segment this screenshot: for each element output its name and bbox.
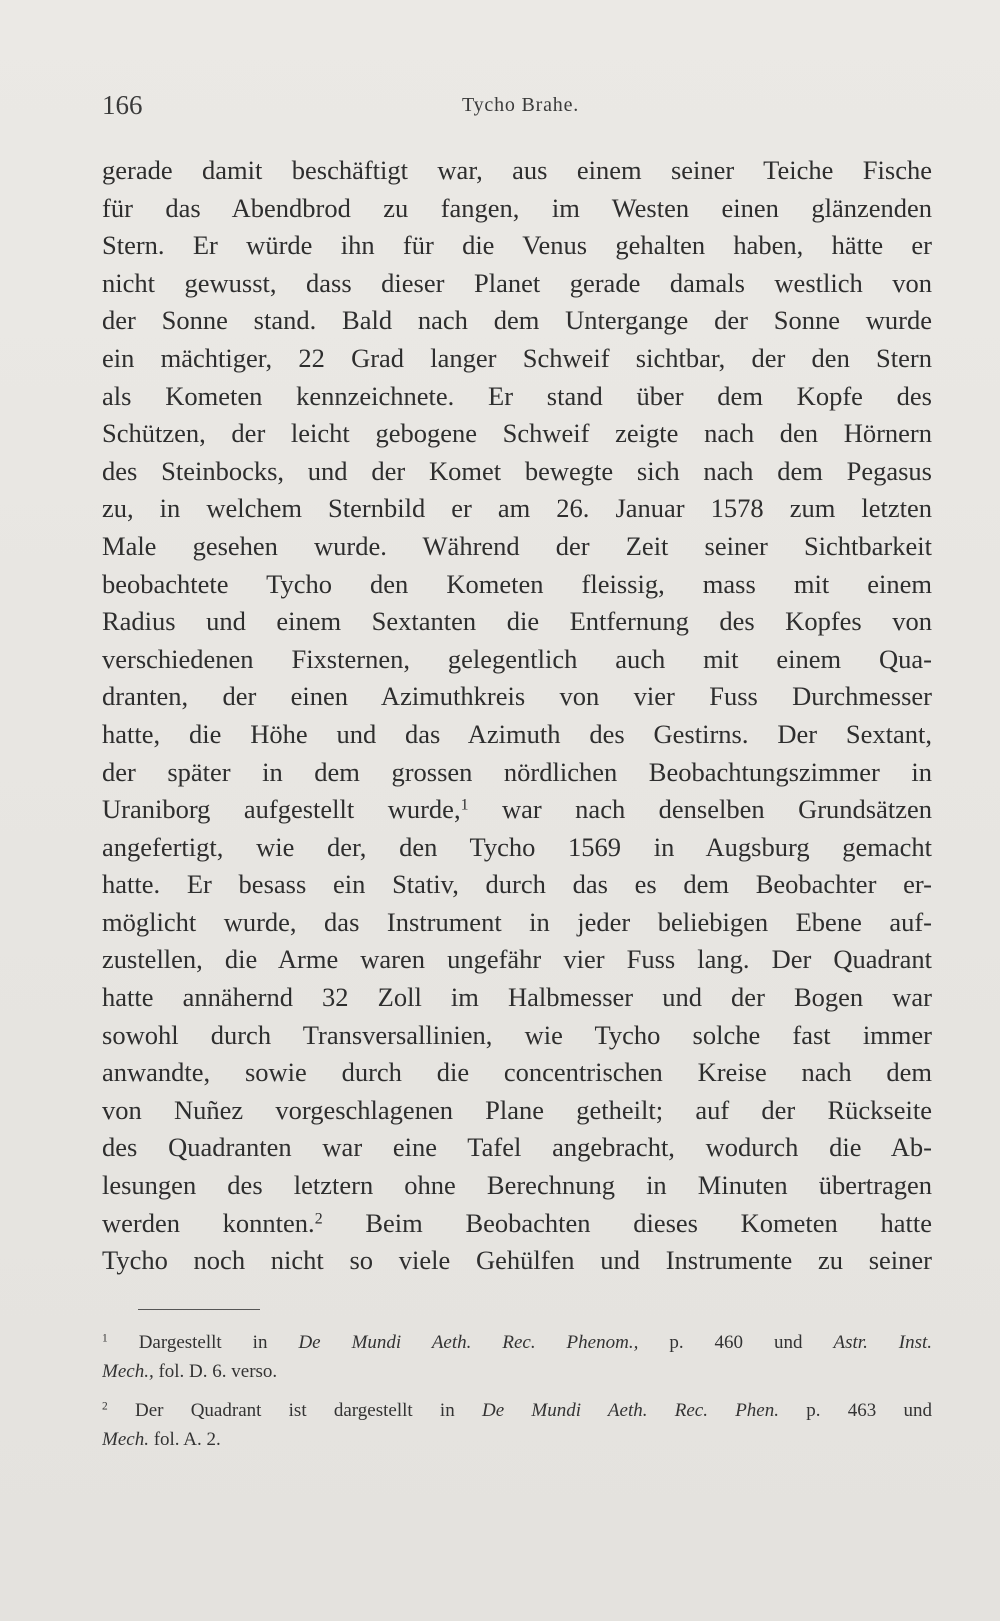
footnotes <box>102 1328 932 1454</box>
text-line: angefertigt, wie der, den Tycho 1569 in Augsburg gemacht <box>102 831 932 862</box>
text-line-with-footnote-ref <box>102 1205 932 1243</box>
text-line-with-footnote-ref <box>102 791 932 829</box>
text-line: als Kometen kennzeichnete. Er stand über dem Kopfe des <box>102 380 932 411</box>
footnote-marker: 1 <box>102 1332 108 1345</box>
text-line: von Nuñez vorgeschlagenen Plane getheilt; auf der Rückseite <box>102 1094 932 1125</box>
text-line: dranten, der einen Azimuthkreis von vier Fuss Durchmesser <box>102 681 932 712</box>
work-title: De Mundi Aeth. Rec. Phenom., <box>298 1332 639 1353</box>
footnote-2 <box>102 1396 932 1425</box>
text-line: anwandte, sowie durch die concentrischen Kreise nach dem <box>102 1057 932 1088</box>
text-segment: Uraniborg aufgestellt wurde, <box>102 794 461 825</box>
footnote-text: fol. A. 2. <box>153 1429 221 1450</box>
footnote-text: p. 460 und <box>669 1332 803 1353</box>
text-line: Schützen, der leicht gebogene Schweif zeigte nach den Hörnern <box>102 418 932 449</box>
text-line: für das Abendbrod zu fangen, im Westen einen glänzenden <box>102 192 932 223</box>
body-text <box>102 152 932 1280</box>
text-line: der später in dem grossen nördlichen Beobachtungszimmer in <box>102 756 932 787</box>
text-segment: war nach denselben Grundsätzen <box>502 794 932 825</box>
footnote-ref-1: 1 <box>460 796 469 814</box>
text-line: lesungen des letztern ohne Berechnung in Minuten übertragen <box>102 1170 932 1201</box>
text-line: hatte annähernd 32 Zoll im Halbmesser und der Bogen war <box>102 982 932 1013</box>
text-line: beobachtete Tycho den Kometen fleissig, mass mit einem <box>102 568 932 599</box>
footnote-text: fol. D. 6. verso. <box>158 1361 278 1382</box>
text-line: Male gesehen wurde. Während der Zeit seiner Sichtbarkeit <box>102 530 932 561</box>
text-line: der Sonne stand. Bald nach dem Untergange der Sonne wurde <box>102 305 932 336</box>
running-title: Tycho Brahe. <box>462 94 580 116</box>
text-line: Tycho noch nicht so viele Gehülfen und Instrumente zu seiner <box>102 1245 932 1276</box>
footnote-text: Dargestellt in <box>138 1332 268 1353</box>
footnote-text: p. 463 und <box>806 1400 932 1421</box>
footnote-gap <box>102 1386 932 1396</box>
text-line: des Quadranten war eine Tafel angebracht, wodurch die Ab- <box>102 1132 932 1163</box>
text-line: zu, in welchem Sternbild er am 26. Januar 1578 zum letzten <box>102 493 932 524</box>
text-line: verschiedenen Fixsternen, gelegentlich auch mit einem Qua- <box>102 643 932 674</box>
work-title: De Mundi Aeth. Rec. Phen. <box>481 1400 779 1421</box>
work-title: Astr. Inst. <box>833 1332 932 1353</box>
footnote-marker: 2 <box>102 1400 108 1413</box>
footnote-text: Der Quadrant ist dargestellt in <box>134 1400 455 1421</box>
work-title: Mech. <box>102 1429 149 1450</box>
footnote-1-continuation <box>102 1357 932 1386</box>
text-line: nicht gewusst, dass dieser Planet gerade damals westlich von <box>102 267 932 298</box>
running-head <box>102 90 932 130</box>
text-line: zustellen, die Arme waren ungefähr vier Fuss lang. Der Quadrant <box>102 944 932 975</box>
text-line: gerade damit beschäftigt war, aus einem seiner Teiche Fische <box>102 155 932 185</box>
text-segment: Beim Beobachten dieses Kometen hatte <box>365 1207 932 1238</box>
work-title: Mech., <box>102 1361 154 1382</box>
footnote-1 <box>102 1328 932 1357</box>
text-line: möglicht wurde, das Instrument in jeder beliebigen Ebene auf- <box>102 906 932 937</box>
text-line: hatte, die Höhe und das Azimuth des Gestirns. Der Sextant, <box>102 718 932 749</box>
page-number: 166 <box>102 90 143 120</box>
text-line: hatte. Er besass ein Stativ, durch das es dem Beobachter er- <box>102 869 932 900</box>
text-line: Radius und einem Sextanten die Entfernung des Kopfes von <box>102 606 932 637</box>
footnote-ref-2: 2 <box>314 1209 323 1227</box>
text-segment: werden konnten. <box>102 1207 315 1238</box>
footnote-divider <box>138 1309 260 1310</box>
text-line: sowohl durch Transversallinien, wie Tycho solche fast immer <box>102 1019 932 1050</box>
text-line: des Steinbocks, und der Komet bewegte sich nach dem Pegasus <box>102 455 932 486</box>
text-line: ein mächtiger, 22 Grad langer Schweif sichtbar, der den Stern <box>102 342 932 373</box>
footnote-2-continuation <box>102 1425 932 1454</box>
text-line: Stern. Er würde ihn für die Venus gehalten haben, hätte er <box>102 230 932 261</box>
